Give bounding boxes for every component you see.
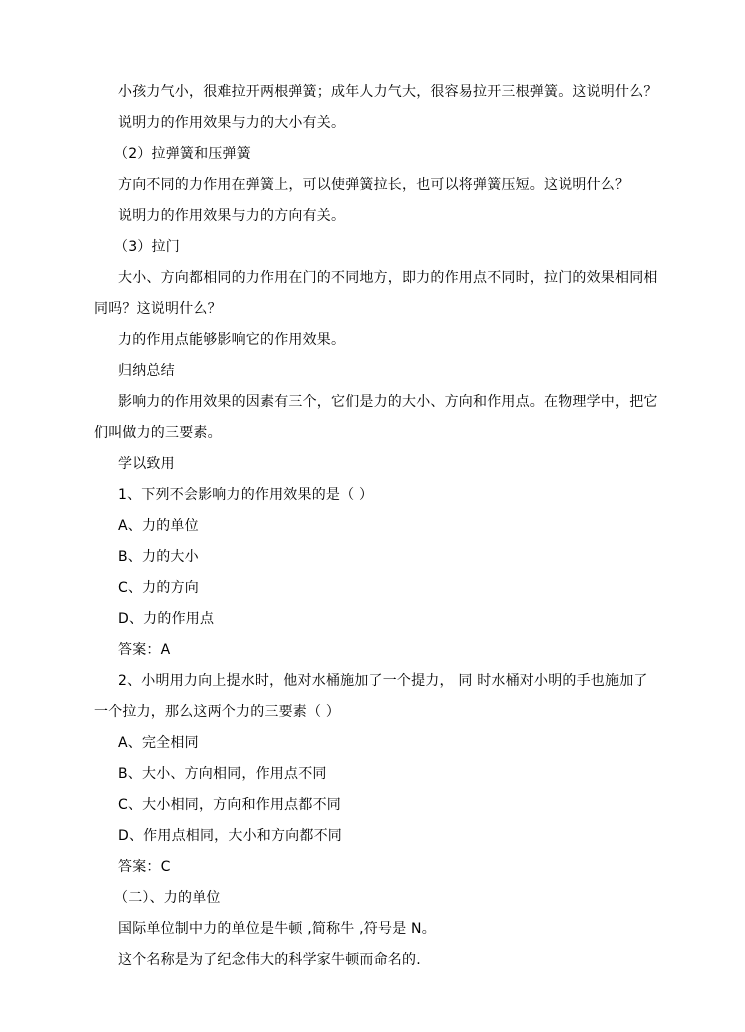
- option-line: B、力的大小: [118, 549, 199, 565]
- text-line: 小孩力气小，很难拉开两根弹簧；成年人力气大，很容易拉开三根弹簧。这说明什么？: [118, 84, 658, 100]
- option-line: C、力的方向: [118, 580, 199, 596]
- option-line: A、完全相同: [118, 735, 199, 751]
- text-line: 这个名称是为了纪念伟大的科学家牛顿而命名的.: [118, 952, 421, 968]
- option-line: D、力的作用点: [118, 611, 215, 627]
- text-line: 影响力的作用效果的因素有三个，它们是力的大小、方向和作用点。在物理学中，把它: [118, 394, 658, 410]
- text-line: 说明力的作用效果与力的大小有关。: [118, 115, 346, 131]
- text-line: 国际单位制中力的单位是牛顿 ,简称牛 ,符号是 N。: [118, 921, 436, 937]
- text-line: 大小、方向都相同的力作用在门的不同地方，即力的作用点不同时，拉门的效果相同相: [118, 270, 658, 286]
- option-line: B、大小、方向相同，作用点不同: [118, 766, 327, 782]
- text-line: 力的作用点能够影响它的作用效果。: [118, 332, 346, 348]
- question-line: 2、小明用力向上提水时，他对水桶施加了一个提力， 同 时水桶对小明的手也施加了: [118, 673, 648, 689]
- text-line: 们叫做力的三要素。: [94, 425, 222, 441]
- answer-line: 答案：C: [118, 859, 171, 875]
- option-line: D、作用点相同，大小和方向都不同: [118, 828, 342, 844]
- text-line: 说明力的作用效果与力的方向有关。: [118, 208, 346, 224]
- answer-line: 答案：A: [118, 642, 171, 658]
- section-heading: 归纳总结: [118, 363, 175, 379]
- text-line: 方向不同的力作用在弹簧上，可以使弹簧拉长，也可以将弹簧压短。这说明什么？: [118, 177, 630, 193]
- question-line: 一个拉力，那么这两个力的三要素（ ）: [94, 704, 341, 720]
- text-line: （3）拉门: [114, 239, 180, 255]
- option-line: A、力的单位: [118, 518, 199, 534]
- text-line: （2）拉弹簧和压弹簧: [114, 146, 251, 162]
- option-line: C、大小相同，方向和作用点都不同: [118, 797, 341, 813]
- text-line: 同吗？这说明什么？: [94, 301, 222, 317]
- question-line: 1、下列不会影响力的作用效果的是（ ）: [118, 487, 374, 503]
- section-heading: （二）、力的单位: [114, 890, 221, 906]
- section-heading: 学以致用: [118, 456, 175, 472]
